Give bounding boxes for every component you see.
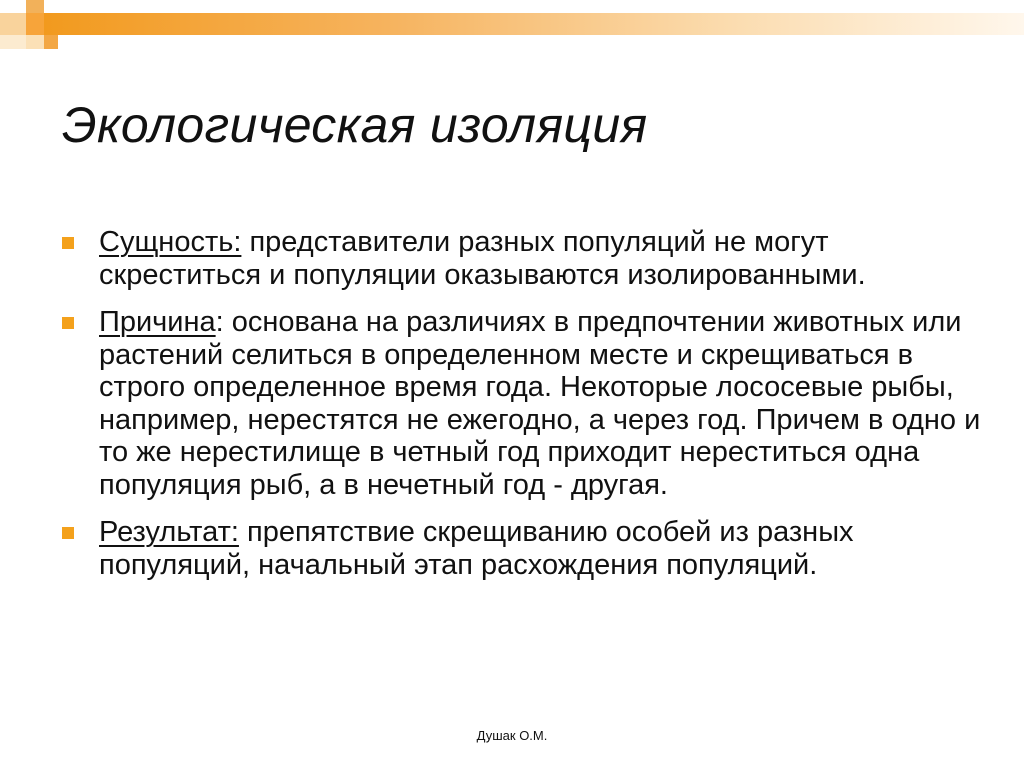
decor-square: [0, 35, 26, 49]
square-bullet-icon: [62, 237, 74, 249]
decor-square: [26, 13, 44, 35]
footer-author: Душак О.М.: [476, 728, 548, 743]
decor-square: [26, 0, 44, 13]
decor-square: [26, 35, 44, 49]
bullet-item-cause: [62, 306, 982, 501]
bullet-item-essence: [62, 226, 982, 291]
header-gradient-bar: [44, 13, 1024, 35]
slide-title: Экологическая изоляция: [62, 97, 648, 153]
square-bullet-icon: [62, 317, 74, 329]
bullet-text: : основана на различиях в предпочтении животных или растений селиться в определенном месте и скрещиваться в строго определенное время года. Некоторые лососевые рыбы, например, нерестятся не ежегодно, а через год. Причем в одно и то же нерестилище в четный год приходит нереститься одна популяция рыб, а в нечетный год - другая.: [99, 306, 981, 501]
bullet-list: [62, 226, 982, 596]
square-bullet-icon: [62, 527, 74, 539]
bullet-text: представители разных популяций не могут скреститься и популяции оказываются изолированными.: [99, 226, 866, 291]
decor-square: [0, 13, 26, 35]
bullet-term: Сущность:: [99, 226, 242, 258]
bullet-item-result: [62, 516, 982, 581]
decor-square: [44, 35, 58, 49]
bullet-term: Результат:: [99, 516, 239, 548]
bullet-term: Причина: [99, 306, 216, 338]
bullet-text: препятствие скрещиванию особей из разных популяций, начальный этап расхождения популяций.: [99, 516, 854, 581]
